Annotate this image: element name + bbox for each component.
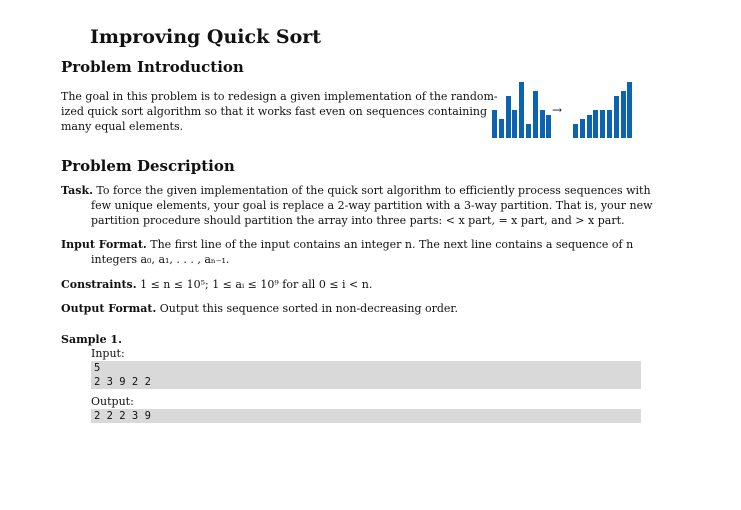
sample-heading: Sample 1. — [61, 333, 122, 346]
page-title: Improving Quick Sort — [90, 26, 322, 48]
task-line: partition procedure should partition the array into three parts: < x part, = x part, and > x part. — [91, 214, 625, 227]
bar — [593, 110, 598, 138]
sample-input-line: 2 3 9 2 2 — [94, 376, 151, 388]
description-heading: Problem Description — [61, 157, 235, 175]
unsorted-bars-figure — [492, 82, 548, 138]
sample-input-label: Input: — [91, 347, 125, 360]
bar — [519, 82, 524, 138]
input-format-label: Input Format. — [61, 238, 147, 251]
bar — [614, 96, 619, 138]
intro-line: The goal in this problem is to redesign a given implementation of the random- — [61, 90, 498, 103]
constraints-block — [61, 277, 661, 292]
sample-input-line: 5 — [94, 362, 101, 374]
input-format-line: The first line of the input contains an integer n. The next line contains a sequence of n — [150, 238, 634, 251]
output-format-block — [61, 301, 661, 316]
sample-output-line: 2 2 2 3 9 — [94, 410, 151, 422]
bar — [492, 110, 497, 138]
input-format-block — [61, 237, 661, 267]
bar — [573, 124, 578, 138]
intro-heading: Problem Introduction — [61, 58, 244, 76]
task-label: Task. — [61, 184, 93, 197]
bar — [587, 115, 592, 138]
output-format-text: Output this sequence sorted in non-decreasing order. — [159, 302, 458, 315]
bar — [526, 124, 531, 138]
sample-output-box — [91, 409, 641, 423]
bar — [533, 91, 538, 138]
arrow-icon: → — [552, 103, 563, 117]
intro-paragraph — [61, 89, 498, 134]
task-line: few unique elements, your goal is replace a 2-way partition with a 3-way partition. That is, your new — [91, 199, 653, 212]
sorted-bars-figure — [573, 82, 629, 138]
output-format-label: Output Format. — [61, 302, 157, 315]
bar — [512, 110, 517, 138]
bar — [546, 115, 551, 138]
task-line: To force the given implementation of the quick sort algorithm to efficiently process sequences with — [96, 184, 651, 197]
sample-output-label: Output: — [91, 395, 134, 408]
constraints-text: 1 ≤ n ≤ 10⁵; 1 ≤ aᵢ ≤ 10⁹ for all 0 ≤ i < n. — [140, 278, 373, 291]
bar — [540, 110, 545, 138]
input-format-line: integers a₀, a₁, . . . , aₙ₋₁. — [91, 253, 230, 266]
intro-line: ized quick sort algorithm so that it works fast even on sequences containing — [61, 105, 487, 118]
bar — [506, 96, 511, 138]
intro-line: many equal elements. — [61, 120, 184, 133]
bar — [600, 110, 605, 138]
task-block — [61, 183, 661, 228]
bar — [499, 119, 504, 138]
sample-input-box — [91, 361, 641, 389]
bar — [580, 119, 585, 138]
constraints-label: Constraints. — [61, 278, 137, 291]
bar — [607, 110, 612, 138]
bar — [621, 91, 626, 138]
bar — [627, 82, 632, 138]
